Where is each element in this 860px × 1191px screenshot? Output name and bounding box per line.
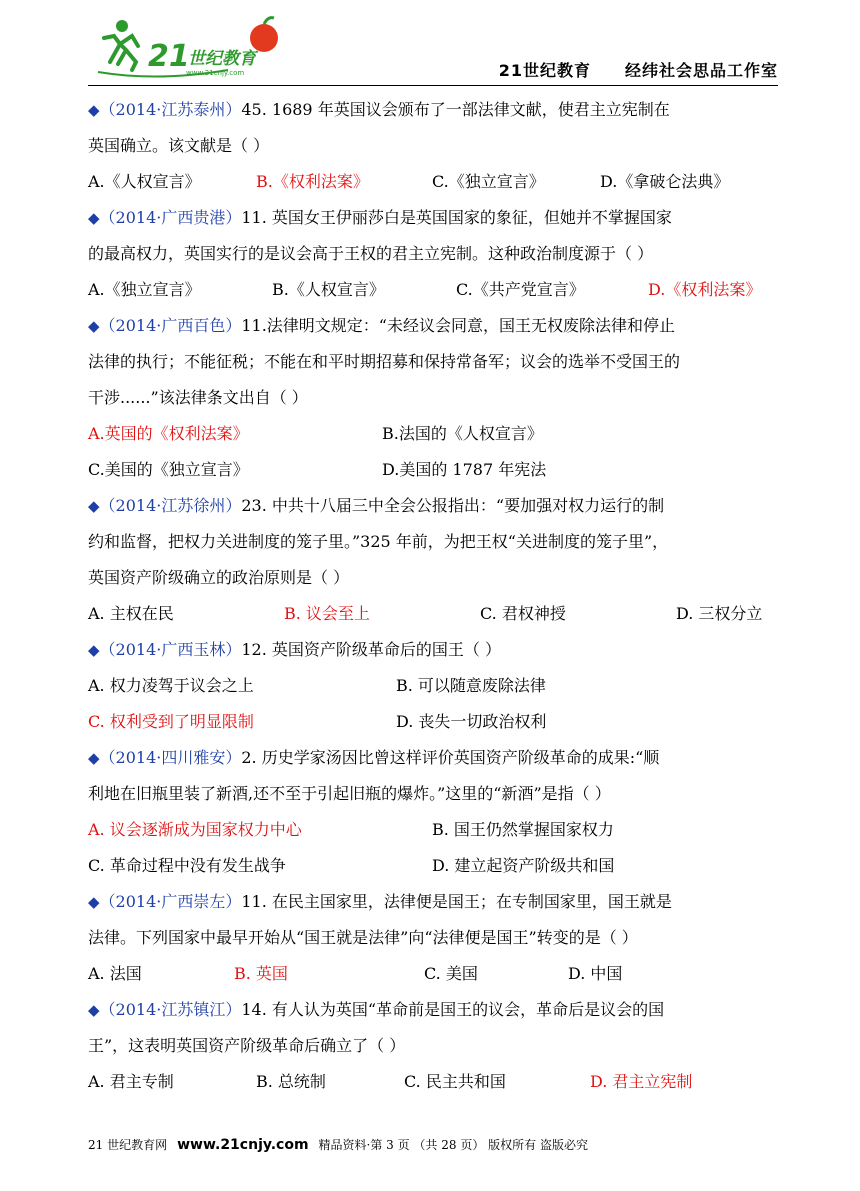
option-answer: D. 中国 xyxy=(568,964,623,983)
footer-right: 精品资料·第 3 页 （共 28 页） 版权所有 盗版必究 xyxy=(318,1138,588,1152)
option-answer: C.美国的《独立宣言》 xyxy=(88,460,249,479)
question-source: （2014·广西贵港） xyxy=(99,208,242,227)
option-answer: B.法国的《人权宣言》 xyxy=(382,424,543,443)
question-line xyxy=(88,560,778,596)
question-line xyxy=(88,344,778,380)
option-row xyxy=(88,1064,778,1100)
page-footer xyxy=(88,1136,778,1153)
question-source: （2014·广西百色） xyxy=(99,316,242,335)
question-text: 11. 在民主国家里，法律便是国王；在专制国家里，国王就是 xyxy=(241,892,672,911)
question-text: 2. 历史学家汤因比曾这样评价英国资产阶级革命的成果:“顺 xyxy=(241,748,660,767)
header-studio: 经纬社会思品工作室 xyxy=(624,61,778,80)
option-answer: C. 革命过程中没有发生战争 xyxy=(88,856,286,875)
option-answer: A. 主权在民 xyxy=(88,604,174,623)
question-text: 英国资产阶级确立的政治原则是（ ） xyxy=(88,568,350,587)
question-text: 法律的执行；不能征税；不能在和平时期招募和保持常备军；议会的选举不受国王的 xyxy=(88,352,681,371)
diamond-bullet-icon: ◆ xyxy=(88,893,100,911)
header-divider xyxy=(88,85,778,86)
diamond-bullet-icon: ◆ xyxy=(88,749,100,767)
question-line xyxy=(88,920,778,956)
question-text: 约和监督，把权力关进制度的笼子里。”325 年前，为把王权“关进制度的笼子里”， xyxy=(88,532,669,551)
question-line xyxy=(88,776,778,812)
option-answer: A.《人权宣言》 xyxy=(88,172,201,191)
question-line xyxy=(88,632,778,668)
diamond-bullet-icon: ◆ xyxy=(88,1001,100,1019)
question-line xyxy=(88,488,778,524)
option-answer: C.《独立宣言》 xyxy=(432,172,545,191)
option-answer: C. 君权神授 xyxy=(480,604,566,623)
header-org: 21世纪教育 xyxy=(498,61,591,80)
option-answer: B. 可以随意废除法律 xyxy=(396,676,546,695)
question-line xyxy=(88,884,778,920)
question-text: 11. 英国女王伊丽莎白是英国国家的象征，但她并不掌握国家 xyxy=(241,208,672,227)
svg-text:世纪教育: 世纪教育 xyxy=(188,49,256,69)
question-line xyxy=(88,1028,778,1064)
question-item xyxy=(88,632,778,740)
question-text: 利地在旧瓶里装了新酒,还不至于引起旧瓶的爆炸。”这里的“新酒”是指（ ） xyxy=(88,784,611,803)
header-title xyxy=(465,58,778,81)
option-row xyxy=(88,452,778,488)
option-answer: C. 民主共和国 xyxy=(404,1072,506,1091)
footer-site-link[interactable]: www.21cnjy.com xyxy=(177,1137,309,1153)
option-row xyxy=(88,272,778,308)
diamond-bullet-icon: ◆ xyxy=(88,641,100,659)
option-answer-correct: B. 英国 xyxy=(234,964,288,983)
option-row xyxy=(88,848,778,884)
question-item xyxy=(88,308,778,488)
option-row xyxy=(88,812,778,848)
option-answer: C.《共产党宣言》 xyxy=(456,280,585,299)
option-answer: A. 君主专制 xyxy=(88,1072,174,1091)
option-answer: D. 建立起资产阶级共和国 xyxy=(432,856,615,875)
question-item xyxy=(88,740,778,884)
question-line xyxy=(88,200,778,236)
option-answer-correct: C. 权利受到了明显限制 xyxy=(88,712,254,731)
option-answer-correct: D.《权利法案》 xyxy=(648,280,762,299)
option-row xyxy=(88,164,778,200)
option-answer: A. 法国 xyxy=(88,964,142,983)
option-answer: D. 丧失一切政治权利 xyxy=(396,712,547,731)
question-line xyxy=(88,308,778,344)
option-answer: D. 三权分立 xyxy=(676,604,763,623)
diamond-bullet-icon: ◆ xyxy=(88,497,100,515)
question-line xyxy=(88,740,778,776)
option-answer-correct: A.英国的《权利法案》 xyxy=(88,424,249,443)
question-list xyxy=(88,92,778,1100)
svg-text:www.21cnjy.com: www.21cnjy.com xyxy=(186,69,245,77)
option-answer-correct: D. 君主立宪制 xyxy=(590,1072,693,1091)
option-row xyxy=(88,704,778,740)
question-text: 12. 英国资产阶级革命后的国王（ ） xyxy=(241,640,501,659)
option-answer: A. 权力凌驾于议会之上 xyxy=(88,676,254,695)
svg-text:21: 21 xyxy=(148,39,190,74)
question-item xyxy=(88,992,778,1100)
question-source: （2014·广西玉林） xyxy=(99,640,242,659)
option-answer: A.《独立宣言》 xyxy=(88,280,201,299)
option-answer-correct: A. 议会逐渐成为国家权力中心 xyxy=(88,820,302,839)
diamond-bullet-icon: ◆ xyxy=(88,317,100,335)
option-answer-correct: B. 议会至上 xyxy=(284,604,370,623)
question-source: （2014·江苏镇江） xyxy=(99,1000,242,1019)
question-source: （2014·四川雅安） xyxy=(99,748,242,767)
option-answer: B. 总统制 xyxy=(256,1072,326,1091)
question-text: 干涉......”该法律条文出自（ ） xyxy=(88,388,308,407)
option-answer: D.美国的 1787 年宪法 xyxy=(382,460,547,479)
question-line xyxy=(88,92,778,128)
question-text: 45. 1689 年英国议会颁布了一部法律文献，使君主立宪制在 xyxy=(241,100,670,119)
option-answer: C. 美国 xyxy=(424,964,478,983)
footer-left: 21 世纪教育网 xyxy=(88,1138,168,1152)
option-answer: B.《人权宣言》 xyxy=(272,280,385,299)
option-answer: D.《拿破仑法典》 xyxy=(600,172,730,191)
question-line xyxy=(88,380,778,416)
option-row xyxy=(88,416,778,452)
diamond-bullet-icon: ◆ xyxy=(88,209,100,227)
question-line xyxy=(88,128,778,164)
question-text: 王”，这表明英国资产阶级革命后确立了（ ） xyxy=(88,1036,406,1055)
question-text: 法律。下列国家中最早开始从“国王就是法律”向“法律便是国王”转变的是（ ） xyxy=(88,928,638,947)
option-row xyxy=(88,668,778,704)
page-header xyxy=(88,14,778,84)
question-source: （2014·广西崇左） xyxy=(99,892,242,911)
question-text: 的最高权力，英国实行的是议会高于王权的君主立宪制。这种政治制度源于（ ） xyxy=(88,244,654,263)
question-source: （2014·江苏泰州） xyxy=(99,100,242,119)
question-line xyxy=(88,236,778,272)
question-line xyxy=(88,524,778,560)
option-row xyxy=(88,956,778,992)
question-item xyxy=(88,200,778,308)
question-text: 14. 有人认为英国“革命前是国王的议会，革命后是议会的国 xyxy=(241,1000,665,1019)
question-text: 23. 中共十八届三中全会公报指出：“要加强对权力运行的制 xyxy=(241,496,665,515)
question-item xyxy=(88,92,778,200)
question-item xyxy=(88,488,778,632)
question-text: 11.法律明文规定：“未经议会同意，国王无权废除法律和停止 xyxy=(241,316,675,335)
question-source: （2014·江苏徐州） xyxy=(99,496,242,515)
question-line xyxy=(88,992,778,1028)
option-row xyxy=(88,596,778,632)
diamond-bullet-icon: ◆ xyxy=(88,101,100,119)
question-text: 英国确立。该文献是（ ） xyxy=(88,136,270,155)
option-answer-correct: B.《权利法案》 xyxy=(256,172,369,191)
logo-21cnjy xyxy=(88,14,288,80)
question-item xyxy=(88,884,778,992)
option-answer: B. 国王仍然掌握国家权力 xyxy=(432,820,614,839)
